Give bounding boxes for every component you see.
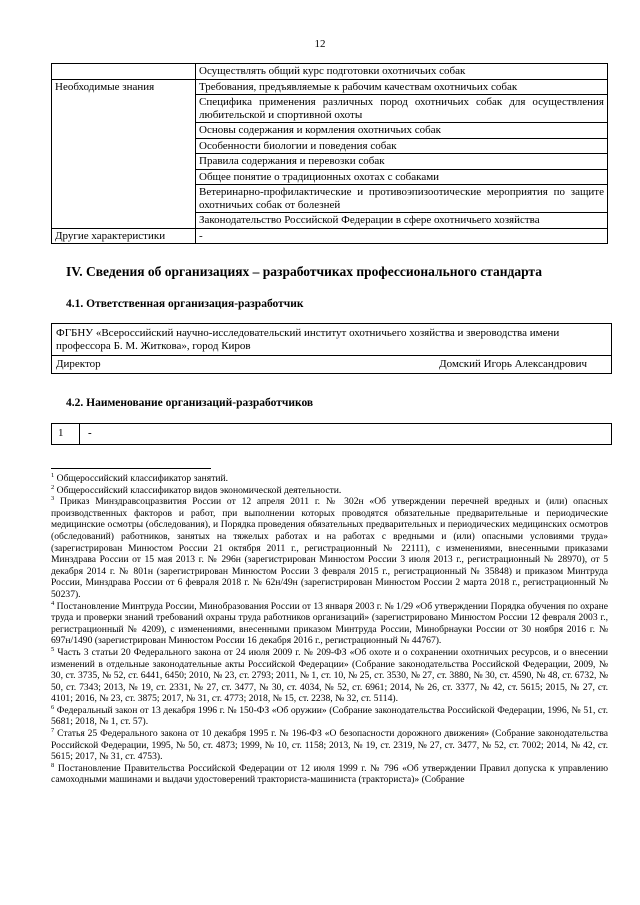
footnote-text: Статья 25 Федерального закона от 10 декабря 1995 г. № 196-ФЗ «О безопасности дорожного движения» (Собрание законодательства Российской Федерации, 1995, № 50, ст. 4873; 1999, № 10, ст. 1158; 2013, № 19, ст. 2319, № 27, ст. 3477, № 52, ст. 7002; 2014, № 42, ст. 5615; 2017, № 31, ст. 4753). bbox=[51, 728, 608, 763]
org-name: ФГБНУ «Всероссийский научно-исследовательский институт охотничьего хозяйства и звероводства имени профессора Б. М. Житкова», город Киров bbox=[56, 327, 560, 352]
developer-value: - bbox=[88, 427, 92, 439]
table-cell: Осуществлять общий курс подготовки охотничьих собак bbox=[196, 64, 608, 80]
knowledge-item: Требования, предъявляемые к рабочим качествам охотничьих собак bbox=[196, 79, 608, 95]
footnote bbox=[51, 485, 608, 497]
footnote-mark: 1 bbox=[51, 472, 55, 479]
developer-number: 1 bbox=[52, 424, 80, 444]
footnote bbox=[51, 647, 608, 705]
footnote bbox=[51, 496, 608, 600]
footnote-text: Постановление Минтруда России, Минобразования России от 13 января 2003 г. № 1/29 «Об утверждении Порядка обучения по охране труда и проверки знаний требований охраны труда работников организаций» (зарегистрировано Минюстом России 12 февраля 2003 г., регистрационный № 4209), с изменениями, внесенными приказом Минтруда России, Минобрнауки России от 30 ноября 2016 г. № 697н/1490 (зарегистрирован Минюстом России 16 декабря 2016 г., регистрационный № 44767). bbox=[51, 600, 608, 647]
page-number: 12 bbox=[314, 38, 326, 50]
footnote-separator bbox=[51, 468, 211, 469]
other-value: - bbox=[196, 228, 608, 244]
table-row bbox=[52, 64, 608, 80]
table-row bbox=[52, 228, 608, 244]
table-cell-empty bbox=[52, 64, 196, 80]
knowledge-item: Правила содержания и перевозки собак bbox=[196, 154, 608, 170]
knowledge-item: Особенности биологии и поведения собак bbox=[196, 138, 608, 154]
knowledge-item: Специфика применения различных пород охотничьих собак для осуществления любительской и спортивной охоты bbox=[196, 95, 608, 123]
footnote-mark: 6 bbox=[51, 703, 55, 711]
knowledge-item: Законодательство Российской Федерации в сфере охотничьего хозяйства bbox=[196, 213, 608, 229]
footnote bbox=[51, 601, 608, 647]
table-row bbox=[52, 79, 608, 95]
footnote bbox=[51, 473, 608, 485]
footnote-text: Общероссийский классификатор занятий. bbox=[56, 473, 229, 484]
developer-row bbox=[51, 423, 612, 445]
footnote bbox=[51, 728, 608, 763]
footnote-mark: 5 bbox=[51, 645, 55, 653]
footnote-text: Часть 3 статьи 20 Федерального закона от 24 июля 2009 г. № 209-ФЗ «Об охоте и о сохранении охотничьих ресурсов, и о внесении изменений в отдельные законодательные акты Российской Федерации» (Собрание законодательства Российской Федерации, 2009, № 30, ст. 3735, № 52, ст. 6441, 6450; 2010, № 23, ст. 2793; 2011, № 1, ст. 10, № 25, ст. 3530, № 27, ст. 3880, № 30, ст. 4590, № 48, ст. 6732, № 50, ст. 7343; 2013, № 19, ст. 2331, № 27, ст. 3477, № 30, ст. 4034, № 52, ст. 6961; 2014, № 26, ст. 3377, № 42, ст. 5615; 2015, № 27, ст. 4101; 2016, № 23, ст. 3875; 2017, № 31, ст. 4773; 2018, № 15, ст. 2238, № 32, ст. 5114). bbox=[51, 646, 608, 705]
footnote-mark: 8 bbox=[51, 761, 55, 769]
footnote bbox=[51, 763, 608, 786]
footnote-text: Федеральный закон от 13 декабря 1996 г. № 150-ФЗ «Об оружии» (Собрание законодательства Российской Федерации, 1996, № 51, ст. 5681; 2018, № 1, ст. 57). bbox=[51, 704, 608, 728]
knowledge-item: Ветеринарно-профилактические и противоэпизоотические мероприятия по защите охотничьих собак от болезней bbox=[196, 185, 608, 213]
knowledge-item: Основы содержания и кормления охотничьих собак bbox=[196, 123, 608, 139]
footnote bbox=[51, 705, 608, 728]
director-name: Домский Игорь Александрович bbox=[439, 358, 587, 370]
section-title: IV. Сведения об организациях – разработчиках профессионального стандарта bbox=[66, 264, 542, 279]
knowledge-item: Общее понятие о традиционных охотах с собаками bbox=[196, 169, 608, 185]
other-label: Другие характеристики bbox=[52, 228, 196, 244]
responsible-org-box bbox=[51, 323, 612, 374]
footnote-mark: 7 bbox=[51, 727, 55, 735]
responsible-heading: 4.1. Ответственная организация-разработчик bbox=[66, 298, 304, 310]
developers-heading: 4.2. Наименование организаций-разработчиков bbox=[66, 397, 314, 409]
position-label: Директор bbox=[56, 358, 101, 370]
footnote-text: Общероссийский классификатор видов экономической деятельности. bbox=[56, 484, 342, 496]
footnote-mark: 2 bbox=[51, 483, 55, 491]
footnotes bbox=[51, 473, 608, 786]
footnote-mark: 3 bbox=[51, 495, 55, 503]
footnote-mark: 4 bbox=[51, 599, 55, 607]
footnote-text: Приказ Минздравсоцразвития России от 12 апреля 2011 г. № 302н «Об утверждении перечней вредных и (или) опасных производственных факторов и работ, при выполнении которых проводятся обязательные предварительные и периодические медицинские осмотры (обследования), и Порядка проведения обязательных предварительных и периодических медицинских осмотров (обследований) работников, занятых на тяжелых работах и на работах с вредными и (или) опасными условиями труда» (зарегистрирован Минюстом России 21 октября 2011 г., регистрационный № 22111), с изменениями, внесенными приказами Минздрава России от 15 мая 2013 г. № 296н (зарегистрирован Минюстом России 3 июля 2013 г., регистрационный № 28970), от 5 декабря 2014 г. № 801н (зарегистрирован Минюстом России 3 февраля 2015 г., регистрационный № 35848) и приказом Минтруда России, Минздрава России от 6 февраля 2018 г. № 62н/49н (зарегистрирован Минюстом России 2 марта 2018 г., регистрационный № 50237). bbox=[51, 496, 608, 600]
knowledge-label: Необходимые знания bbox=[52, 79, 196, 228]
skills-table bbox=[51, 63, 608, 244]
director-row bbox=[52, 355, 611, 373]
footnote-text: Постановление Правительства Российской Федерации от 12 июля 1999 г. № 796 «Об утверждении Правил допуска к управлению самоходными машинами и выдачи удостоверений тракториста-машиниста (тракториста)» (Собрание bbox=[51, 762, 608, 786]
